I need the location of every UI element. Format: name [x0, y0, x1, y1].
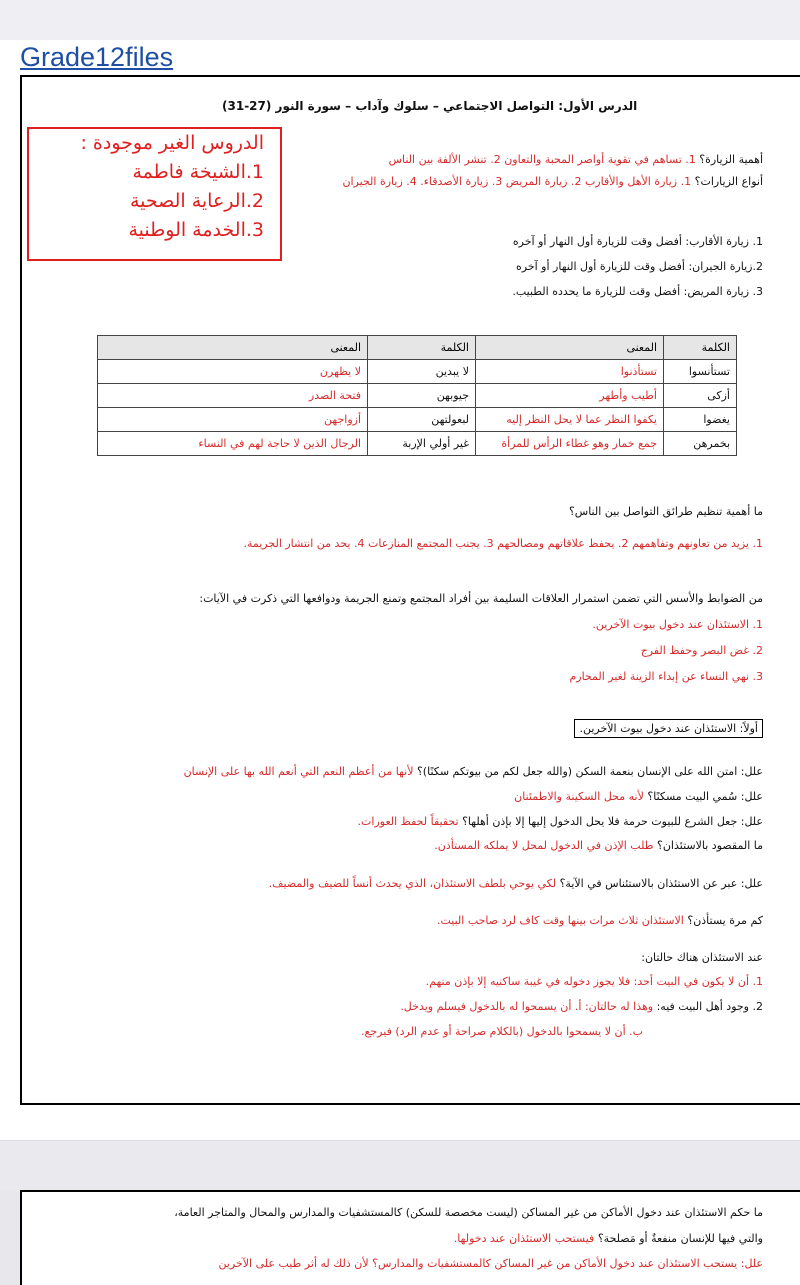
- rules-item: 3. نهي النساء عن إبداء الزينة لغير المحارم: [569, 670, 763, 683]
- top-bar: [0, 0, 800, 40]
- visit-importance: [389, 153, 763, 166]
- visit-types: [342, 175, 763, 188]
- question: ما المقصود بالاستئذان؟: [657, 839, 763, 852]
- question: والتي فيها للإنسان منفعةٌ أو مَصلحة؟: [597, 1232, 763, 1245]
- case-line: 1. أن لا يكون في البيت أحد: فلا يجوز دخوله في غيبة ساكنيه إلا بإذن منهم.: [425, 975, 763, 988]
- question: أهمية الزيارة؟: [699, 153, 763, 166]
- question: علل: سُمي البيت مسكنًا؟: [647, 790, 763, 803]
- table-header-row: [98, 336, 737, 360]
- table-row: [98, 360, 737, 384]
- case-detail: وهذا له حالتان: أ. أن يسمحوا له بالدخول فيسلم ويدخل.: [400, 1000, 654, 1013]
- rules-question: من الضوابط والأسس التي تضمن استمرار العلاقات السليمة بين أفراد المجتمع وتمنع الجريمة ودوافعها التي ذكرت في الآيات:: [199, 592, 763, 605]
- qa-line: [269, 877, 763, 890]
- word-cell: تستأنسوا: [664, 360, 737, 384]
- case-line: ب. أن لا يسمحوا بالدخول (بالكلام صراحة أو عدم الرد) فيرجع.: [361, 1025, 643, 1038]
- meaning-cell: لا يظهرن: [98, 360, 368, 384]
- word-cell: غير أولي الإربة: [368, 432, 476, 456]
- answer: لأنه محل السكينة والاطمئنان: [514, 790, 644, 803]
- page-gap: [0, 1140, 800, 1191]
- meaning-cell: فتحة الصدر: [98, 384, 368, 408]
- meaning-cell: تستأذنوا: [476, 360, 664, 384]
- callout-item: 3.الخدمة الوطنية: [128, 219, 264, 241]
- qa-line: [358, 815, 763, 828]
- meaning-cell: جمع خمار وهو غطاء الرأس للمرأة: [476, 432, 664, 456]
- question: علل: عبر عن الاستئذان بالاستئناس في الآية؟: [559, 877, 763, 890]
- word-cell: أزكى: [664, 384, 737, 408]
- lesson-title: الدرس الأول: التواصل الاجتماعي – سلوك وآداب – سورة النور (27-31): [222, 99, 638, 113]
- callout-item: 2.الرعاية الصحية: [129, 190, 264, 212]
- visit-time-line: 3. زيارة المريض: أفضل وقت للزيارة ما يحدده الطبيب.: [512, 285, 763, 298]
- column-header: الكلمة: [664, 336, 737, 360]
- answer: الاستئذان ثلاث مرات بينها وقت كاف لرد صاحب البيت.: [436, 914, 684, 927]
- page2-line: ما حكم الاستئذان عند دخول الأماكن من غير المساكن (ليست مخصصة للسكن) كالمستشفيات والمدارس والمحال والمتاجر العامة،: [174, 1206, 763, 1219]
- qa-line: [184, 765, 763, 778]
- column-header: المعنى: [98, 336, 368, 360]
- question: علل: جعل الشرع للبيوت حرمة فلا يحل الدخول إليها إلا بإذن أهلها؟: [462, 815, 763, 828]
- answer: لكي يوحي بلطف الاستئذان، الذي يحدث أنساً للضيف والمضيف.: [268, 877, 557, 890]
- rules-item: 1. الاستئذان عند دخول بيوت الآخرين.: [592, 618, 763, 631]
- column-header: المعنى: [476, 336, 664, 360]
- word-cell: لا يبدين: [368, 360, 476, 384]
- answer: 1. تساهم في تقوية أواصر المحبة والتعاون 2. تنشر الألفة بين الناس: [388, 153, 696, 166]
- document-page-1: [20, 75, 800, 1105]
- document-page-2: [20, 1190, 800, 1285]
- callout-title: الدروس الغير موجودة :: [80, 132, 264, 154]
- cases-title: عند الاستئذان هناك حالتان:: [641, 951, 763, 964]
- answer: 1. زيارة الأهل والأقارب 2. زيارة المريض 3. زيارة الأصدقاء. 4. زيارة الجيران: [342, 175, 692, 188]
- missing-lessons-callout: [27, 127, 282, 261]
- section-heading: [574, 722, 763, 735]
- qa-line: [437, 914, 763, 927]
- column-header: الكلمة: [368, 336, 476, 360]
- table-row: [98, 432, 737, 456]
- qa-line: [514, 790, 763, 803]
- answer: تحقيقاً لحفظ العورات.: [357, 815, 459, 828]
- word-cell: يغضوا: [664, 408, 737, 432]
- organize-answer: 1. يزيد من تعاونهم وتفاهمهم 2. يحفظ علاقاتهم ومصالحهم 3. يجنب المجتمع المنازعات 4. يحد من انتشار الجريمة.: [243, 537, 763, 550]
- question: علل: امتن الله على الإنسان بنعمة السكن (والله جعل لكم من بيوتكم سكنًا)؟: [416, 765, 763, 778]
- table-row: [98, 408, 737, 432]
- answer: طلب الإذن في الدخول لمحل لا يملكه المستأذن.: [434, 839, 654, 852]
- qa-line: [434, 839, 763, 852]
- visit-time-line: 2.زيارة الجيران: أفضل وقت للزيارة أول النهار أو آخره: [516, 260, 763, 273]
- meaning-cell: أزواجهن: [98, 408, 368, 432]
- watermark-link[interactable]: Grade12files: [20, 42, 174, 72]
- word-cell: لبعولتهن: [368, 408, 476, 432]
- meaning-cell: الرجال الذين لا حاجة لهم في النساء: [98, 432, 368, 456]
- organize-question: ما أهمية تنظيم طرائق التواصل بين الناس؟: [568, 505, 763, 518]
- word-cell: جيوبهن: [368, 384, 476, 408]
- answer: فيستحب الاستئذان عند دخولها.: [453, 1232, 595, 1245]
- callout-item: 1.الشيخة فاطمة: [132, 161, 264, 183]
- meaning-cell: أطيب وأطهر: [476, 384, 664, 408]
- case-label: 2. وجود أهل البيت فيه:: [656, 1000, 763, 1013]
- page2-line: [454, 1232, 763, 1245]
- answer: لأنها من أعظم النعم التي أنعم الله بها على الإنسان: [183, 765, 414, 778]
- visit-time-line: 1. زيارة الأقارب: أفضل وقت للزيارة أول النهار أو آخره: [512, 235, 763, 248]
- question: كم مرة يستأذن؟: [687, 914, 763, 927]
- meaning-cell: يكفوا النظر عما لا يحل النظر إليه: [476, 408, 664, 432]
- section-first-label: أولاً: الاستئذان عند دخول بيوت الآخرين.: [574, 719, 763, 738]
- word-cell: بخمرهن: [664, 432, 737, 456]
- vocabulary-table: [97, 335, 737, 456]
- case-line: [400, 1000, 763, 1013]
- table-row: [98, 384, 737, 408]
- question: أنواع الزيارات؟: [694, 175, 763, 188]
- page2-line: علل: يستحب الاستئذان عند دخول الأماكن من غير المساكن كالمستشفيات والمدارس؟ لأن ذلك له أثر طيب على الآخرين: [218, 1257, 763, 1270]
- rules-item: 2. غض البصر وحفظ الفرج: [640, 644, 763, 657]
